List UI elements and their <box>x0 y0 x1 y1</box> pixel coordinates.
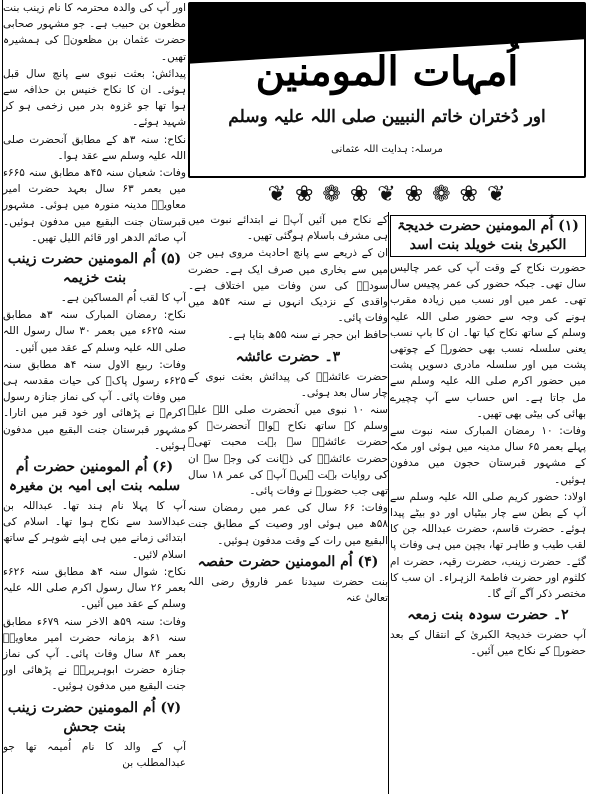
paragraph: حضرت عائشہؓ کی پیدائش بعثت نبوی کے چار سال بعد ہوئی۔ <box>188 370 388 399</box>
paragraph: کے نکاح میں آئیں آپؓ نے ابتدائے نبوت میں ہی مشرف باسلام ہوگئی تھیں۔ <box>188 214 388 243</box>
column-divider <box>388 212 389 794</box>
paragraph: اور آپ کی والدہ محترمہ کا نام زینب بنت مظعون بن حبیب ہے۔ جو مشہور صحابی حضرت عثمان بن مظعونؓ کی ہمشیرہ تھیں۔ <box>3 2 186 63</box>
paragraph: نکاح: رمضان المبارک سنہ ۳ھ مطابق سنہ ۶۲۵ء میں بعمر ۳۰ سال رسول اللہ صلی اللہ علیہ وسلم کے عقد میں آئیں۔ <box>3 309 186 354</box>
paragraph: وفات: سنہ ۵۹ھ الاخر سنہ ۶۷۹ء مطابق سنہ ۶۱ھ بزمانہ حضرت امیر معاویہؓ بعمر ۸۴ سال وفات پائی۔ آپ کی نماز جنازہ حضرت ابوہریرہؓ نے پڑھائی اور جنت البقیع میں مدفون ہوئیں۔ <box>3 615 186 693</box>
paragraph: آپ کا لقب اُم المساکین ہے۔ <box>60 292 186 305</box>
paragraph: پیدائش: بعثت نبوی سے پانچ سال قبل ہوئی۔ ان کا نکاح خنیس بن حذافہ سے ہوا تھا جو غزوہ بدر میں زخمی ہو کر شہید ہوئے۔ <box>3 67 186 129</box>
paragraph: نکاح: سنہ ۳ھ کے مطابق آنحضرت صلی اللہ علیہ وسلم سے عقد ہوا۔ <box>3 133 186 162</box>
column-left <box>2 0 186 794</box>
banner-title: اُمہات المومنین <box>255 48 519 95</box>
banner-byline: مرسلہ: ہدایت اللہ عثمانی <box>331 144 443 155</box>
paragraph: آپ کے والد کا نام اُمیمہ تھا جو عبدالمطلب بن <box>3 740 186 769</box>
paragraph: نکاح: شوال سنہ ۴ھ مطابق سنہ ۶۲۶ء بعمر ۲۶ سال رسول اکرم صلی اللہ علیہ وسلم کے عقد میں آئیں۔ <box>3 565 186 611</box>
column-right <box>390 212 586 794</box>
paragraph: وفات: شعبان سنہ ۴۵ھ مطابق سنہ ۶۶۵ء میں بعمر ۶۳ سال بعہد حضرت امیر معاویہؓ مدینہ منورہ میں ہوئی۔ مشہور قبرستان جنت البقیع میں مدفون ہوئیں۔ آپ صائم الدھر اور قائم اللیل تھیں۔ <box>3 167 186 244</box>
section-heading: (۵) اُم المومنین حضرت زینب بنت خزیمہ <box>7 251 182 287</box>
section-heading: (۱) اُم المومنین حضرت خدیجۃ الکبریٰ بنت خویلد بنت اسد <box>390 215 586 257</box>
paragraph: حضورت نکاح کے وقت آپ کی عمر چالیس سال تھی۔ جبکہ حضور کی عمر پچیس سال تھی۔ عمر میں اور نسب میں زیادہ مقرب ہونے کی وجہ سے حضور صلی اللہ علیہ وسلم کے ساتھ نکاح کیا تھا۔ ان کا باپ نسب یعنی سلسلہ نسب بھی حضورؐ کے چوتھی پشت میں اور سلسلہ مادری دسویں پشت میں حضور اکرم صلی اللہ علیہ وسلم سے مل جاتا ہے۔ اس حساب سے آپ چچیرے بھائی کی بیٹی بھی تھیں۔ <box>390 262 586 420</box>
paragraph: بنت حضرت سیدنا عمر فاروق رضی اللہ تعالیٰ عنہ <box>188 575 388 605</box>
section-heading: ۳۔ حضرت عائشہ <box>235 348 341 365</box>
section-heading: (۷) اُم المومنین حضرت زینب بنت جحش <box>7 699 182 735</box>
column-middle <box>188 212 388 794</box>
paragraph: آپ حضرت خدیجۃ الکبریٰ کے انتقال کے بعد حضورؐ کے نکاح میں آئیں۔ <box>390 629 586 658</box>
paragraph: ان کے ذریعے سے پانچ احادیث مروی ہیں جن میں سے بخاری میں صرف ایک ہے۔ حضرت سودہؓ کی سن وفات میں اختلاف ہے۔ واقدی کے نزدیک انہوں نے سنہ ۵۴ھ میں وفات پائی۔ <box>188 247 388 325</box>
paragraph: آپ کا پہلا نام ہند تھا۔ عبداللہ بن عبدالاسد سے نکاح ہوا تھا۔ اسلام کی ابتدائی زمانے میں ہی اپنے شوہر کے ساتھ اسلام لائیں۔ <box>3 500 186 561</box>
paragraph: وفات: ۶۶ سال کی عمر میں رمضان سنہ ۵۸ھ میں ہوئی اور وصیت کے مطابق جنت البقیع میں رات کے وقت مدفون ہوئیں۔ <box>188 502 388 547</box>
section-heading: ۲۔ حضرت سودہ بنت زمعہ <box>407 607 569 624</box>
section-heading: (۶) اُم المومنین حضرت اُم سلمہ بنت ابی امیہ بن مغیرہ <box>8 459 181 495</box>
banner-subtitle: اور دُختران خاتم النبیین صلی اللہ علیہ وسلم <box>228 107 546 127</box>
paragraph: وفات: ربیع الاول سنہ ۴ھ مطابق سنہ ۶۲۵ء رسول پاکؐ کی حیات مقدسہ ہی میں وفات پائی۔ آپ کی نماز جنازہ رسول اکرمؐ نے پڑھائی اور خود قبر میں اتارا۔ مشہور قبرستان جنت البقیع میں مدفون ہوئیں۔ <box>3 358 186 452</box>
paragraph: اولاد: حضور کریم صلی اللہ علیہ وسلم سے آپ کے بطن سے چار بیٹیاں اور دو بیٹے پیدا ہوئے۔ حضرت قاسم، حضرت عبداللہ جن کا لقب طیب و طاہر تھا، بچپن میں ہی وفات پا گئے۔ حضرت زینب، حضرت رقیہ، حضرت ام کلثوم اور حضرت فاطمۃ الزہراء۔ ان سب کا مختصر ذکر آگے آئے گا۔ <box>390 490 586 601</box>
ornament-divider: ❦ ❀ ❁ ❀ ❦ ❀ ❁ ❀ ❦ <box>267 182 507 207</box>
paragraph: سنہ ۱۰ نبوی میں آنحضرت صلی اللہ علیہ وسلم کے ساتھ نکاح ہوا۔ آنحضرتؐ کو حضرت عائشہؓ سے بہت محبت تھی۔ حضرت عائشہؓ کی ذہانت کی وجہ سے ان کی روایات بہت ہیں۔ آپؓ کی عمر ۱۸ سال تھی جب حضورؐ نے وفات پائی۔ <box>188 404 388 498</box>
paragraph: وفات: ۱۰ رمضان المبارک سنہ نبوت سے پہلے بعمر ۶۵ سال مدینہ میں ہوئی اور مکہ کے مشہور قبرستان حجون میں مدفون ہوئیں۔ <box>390 425 586 486</box>
title-banner <box>188 2 586 178</box>
paragraph: حافظ ابن حجر نے سنہ ۵۵ھ بتایا ہے۔ <box>227 329 388 342</box>
section-heading: (۴) اُم المومنین حضرت حفصہ <box>197 553 379 570</box>
